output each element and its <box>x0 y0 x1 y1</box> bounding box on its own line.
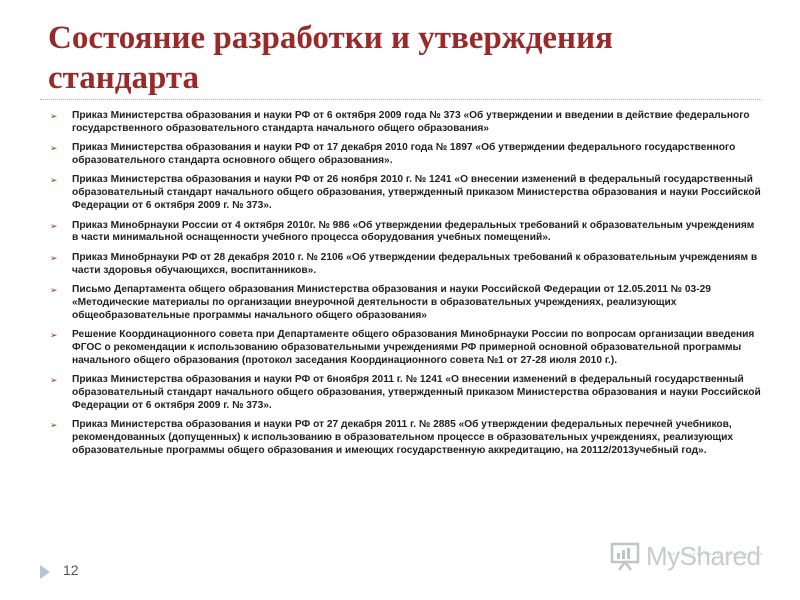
title-divider <box>40 99 762 100</box>
list-item <box>50 284 762 323</box>
list-item-text: Приказ Министерства образования и науки РФ от 6ноября 2011 г. № 1241 «О внесении изменений в федеральный государственный образовательный стандарт начального общего образования, утвержденный приказом Министерства образования и науки Российской Федерации от 6 октября 2009 г. № 373». <box>72 374 761 411</box>
bullet-arrow-icon: ➢ <box>50 284 58 295</box>
bullet-arrow-icon: ➢ <box>50 420 58 431</box>
list-item <box>50 174 762 213</box>
list-item <box>50 142 762 168</box>
list-item <box>50 110 762 136</box>
bullet-arrow-icon: ➢ <box>50 330 58 341</box>
list-item-text: Приказ Министерства образования и науки РФ от 26 ноября 2010 г. № 1241 «О внесении изменений в федеральный государственный образовательный стандарт начального общего образования, утвержденный приказом Министерства образования и науки Российской Федерации от 6 октября 2009 г. № 373». <box>72 174 761 212</box>
bullet-arrow-icon: ➢ <box>50 252 58 263</box>
watermark-underline <box>670 553 762 555</box>
list-item <box>50 220 762 246</box>
list-item-text: Письмо Департамента общего образования Министерства образования и науки Российской Федерации от 12.05.2011 № 03-29 «Методические материалы по организации внеурочной деятельности в образовательных учреждениях, реализующих общеобразовательные программы начального общего образования» <box>72 283 711 321</box>
list-item <box>50 252 762 278</box>
list-item <box>50 419 762 458</box>
list-item-text: Приказ Министерства образования и науки РФ от 27 декабря 2011 г. № 2885 «Об утверждении федеральных перечней учебников, рекомендованных (допущенных) к использованию в образовательном процессе в образовательных учреждениях, реализующих образовательные программы общего образования и имеющих государственную аккредитацию, на 20112/2013учебный год». <box>72 419 734 457</box>
bullet-arrow-icon: ➢ <box>50 111 58 121</box>
slide-title: Состояние разработки и утверждения стандарта <box>48 20 613 96</box>
list-item <box>50 329 762 368</box>
bullet-arrow-icon: ➢ <box>50 175 58 186</box>
list-item-text: Решение Координационного совета при Департаменте общего образования Минобрнауки России по вопросам организации введения ФГОС о рекомендации к использованию образовательными учреждениями РФ примерной основной образовательной программы начального общего образования (протокол заседания Координационного совета №1 от 27-28 июля 2010 г.). <box>72 329 755 366</box>
list-item-text: Приказ Министерства образования и науки РФ от 6 октября 2009 года № 373 «Об утверждении и введении в действие федерального государственного образовательного стандарта начального общего образования» <box>72 110 750 134</box>
list-item-text: Приказ Минобрнауки России от 4 октября 2010г. № 986 «Об утверждении федеральных требований к образовательным учреждениям в части минимальной оснащенности учебного процесса оборудования учебных помещений». <box>72 219 755 244</box>
list-item-text: Приказ Министерства образования и науки РФ от 17 декабря 2010 года № 1897 «Об утверждении федерального государственного образовательного стандарта основного общего образования». <box>72 142 736 167</box>
watermark-text: MyShared <box>646 540 761 571</box>
bullet-arrow-icon: ➢ <box>50 375 58 386</box>
bullet-arrow-icon: ➢ <box>50 220 58 231</box>
bullet-arrow-icon: ➢ <box>50 143 58 154</box>
list-item <box>50 374 762 413</box>
presentation-board-icon <box>610 541 640 571</box>
page-marker-icon <box>40 565 50 579</box>
list-item-text: Приказ Минобрнауки РФ от 28 декабря 2010 г. № 2106 «Об утверждении федеральных требований к образовательным учреждениям в части здоровья обучающихся, воспитанников». <box>72 251 758 276</box>
page-number: 12 <box>63 562 79 578</box>
watermark-logo <box>610 540 761 572</box>
document-list <box>50 110 762 464</box>
